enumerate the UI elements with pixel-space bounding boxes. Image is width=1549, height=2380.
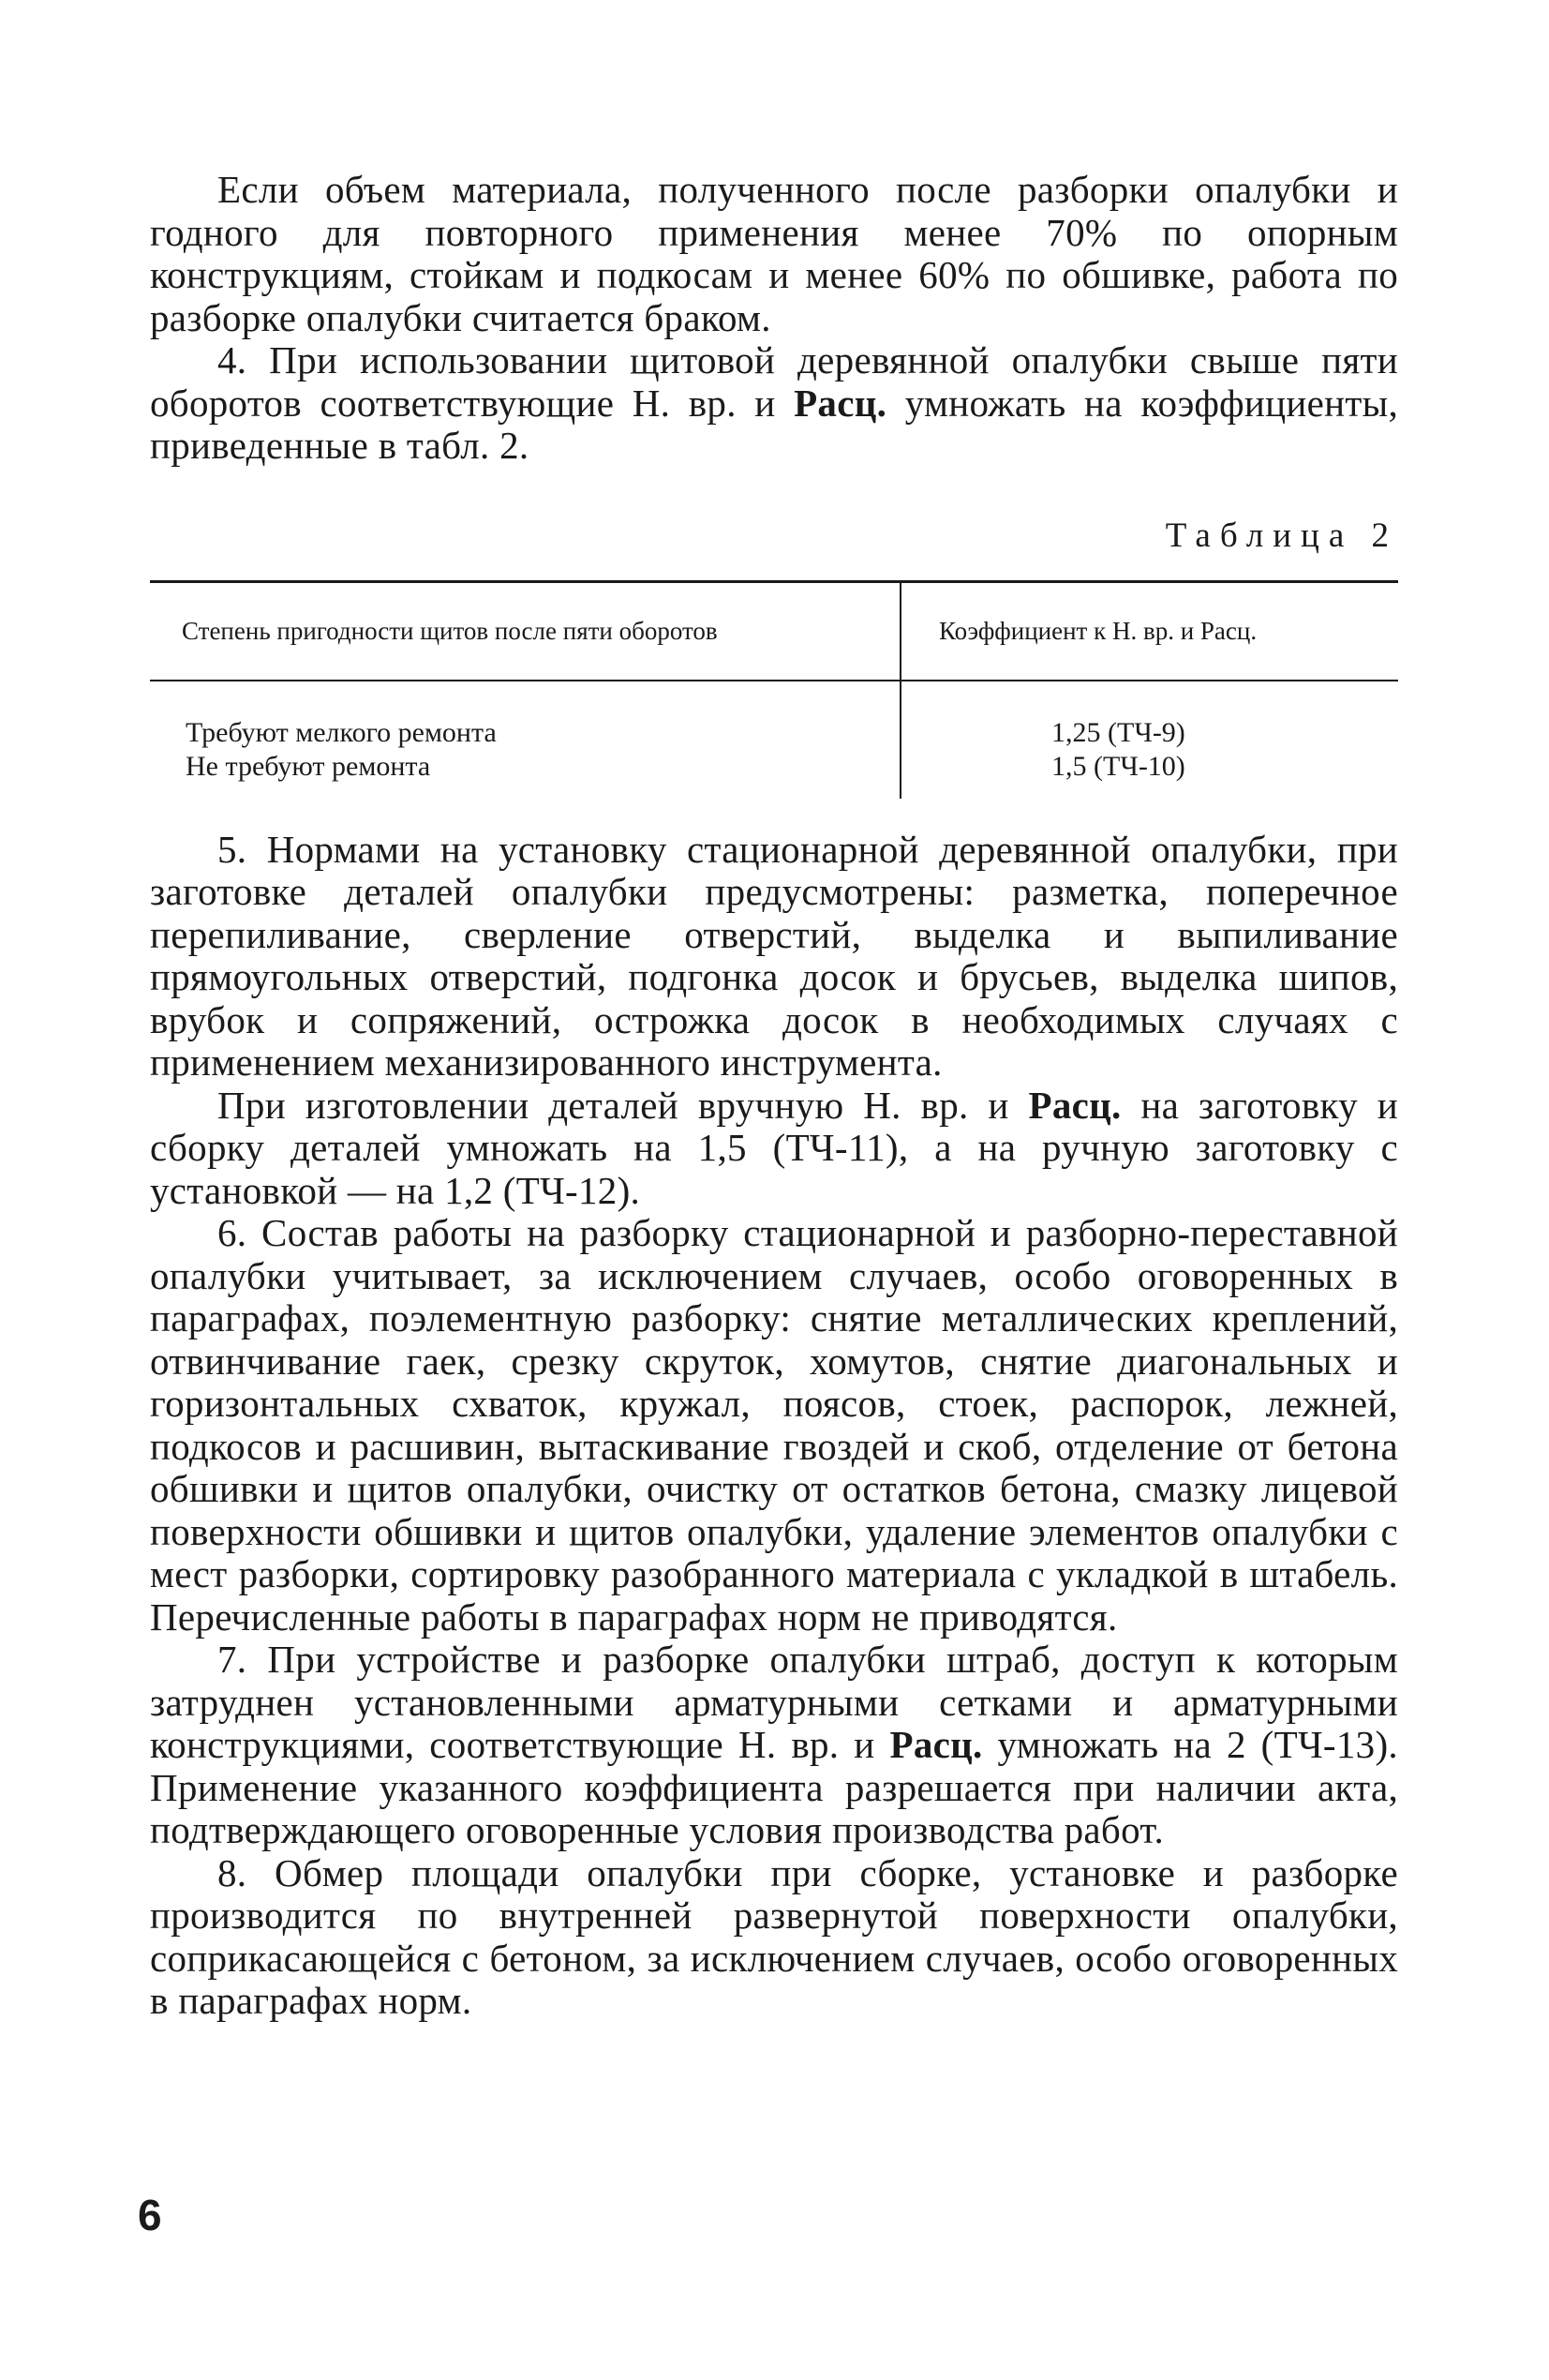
table-header-condition: Степень пригодности щитов после пяти оборотов: [182, 616, 718, 645]
text-run: умножать на коэффициенты, приведенные в табл. 2.: [150, 381, 1398, 467]
text-run: 4. При использовании щитовой деревянной опалубки свыше пяти оборотов соответствующие Н. вр. и: [150, 338, 1398, 425]
table-column-divider: [900, 580, 901, 799]
paragraph: [150, 339, 1398, 468]
paragraph: [150, 829, 1398, 1085]
table-cell: 1,5 (ТЧ-10): [1051, 750, 1185, 782]
text-run: 7. При устройстве и разборке опалубки штраб, доступ к которым затруднен установленными арматурными сетками и арматурными конструкциями, соответствующие Н. вр. и: [150, 1638, 1398, 1766]
text-run: 6. Состав работы на разборку стационарной и разборно-переставной опалубки учитывает, за исключением случаев, особо оговоренных в параграфах, поэлементную разборку: снятие металлических креплений, отвинчивание гаек, срезку скруток, хомутов, снятие диагональных и горизонтальных схваток, кружал, поясов, стоек, распорок, лежней, подкосов и расшивин, вытаскивание гвоздей и скоб, отделение от бетона обшивки и щитов опалубки, очистку от остатков бетона, смазку лицевой поверхности обшивки и щитов опалубки, удаление элементов опалубки с мест разборки, сортировку разобранного материала с укладкой в штабель. Перечисленные работы в параграфах норм не приводятся.: [150, 1211, 1398, 1639]
text-run: При изготовлении деталей вручную Н. вр. и: [217, 1083, 1029, 1127]
text-run: 5. Нормами на установку стационарной деревянной опалубки, при заготовке деталей опалубки предусмотрены: разметка, поперечное перепиливание, сверление отверстий, выделка и выпиливание прямоугольных отверстий, подгонка досок и брусьев, выделка шипов, врубок и сопряжений, острожка досок в необходимых случаях с применением механизированного инструмента.: [150, 827, 1398, 1084]
table-cell: Не требуют ремонта: [186, 750, 431, 782]
page-body: [150, 169, 1398, 2023]
coefficients-table: [150, 580, 1398, 799]
text-block-after-table: [150, 829, 1398, 2023]
table-header-coefficient: Коэффициент к Н. вр. и Расц.: [939, 616, 1258, 645]
bold-term: Расц.: [794, 381, 887, 425]
text-run: Если объем материала, полученного после разборки опалубки и годного для повторного применения менее 70% по опорным конструкциям, стойкам и подкосам и менее 60% по обшивке, работа по разборке опалубки считается браком.: [150, 168, 1398, 339]
paragraph: [150, 1212, 1398, 1639]
table-top-rule: [150, 580, 1398, 583]
table-header-rule: [150, 680, 1398, 681]
bold-term: Расц.: [1028, 1083, 1122, 1127]
text-run: на заготовку и сборку деталей умножать на 1,5 (ТЧ-11), а на ручную заготовку с установкой — на 1,2 (ТЧ-12).: [150, 1083, 1398, 1212]
page-number: 6: [138, 2191, 162, 2239]
bold-term: Расц.: [889, 1723, 983, 1766]
paragraph: [150, 169, 1398, 339]
paragraph: [150, 1639, 1398, 1852]
table-cell: 1,25 (ТЧ-9): [1051, 716, 1185, 748]
paragraph: [150, 1852, 1398, 2023]
table-cell: Требуют мелкого ремонта: [186, 716, 497, 748]
text-run: умножать на 2 (ТЧ-13). Применение указанного коэффициента разрешается при наличии акта, подтверждающего оговоренные условия производства работ.: [150, 1723, 1398, 1851]
table-title: Таблица 2: [1165, 516, 1398, 555]
text-run: 8. Обмер площади опалубки при сборке, установке и разборке производится по внутренней развернутой поверхности опалубки, соприкасающейся с бетоном, за исключением случаев, особо оговоренных в параграфах норм.: [150, 1850, 1398, 2022]
paragraph: [150, 1085, 1398, 1213]
text-block-before-table: [150, 169, 1398, 468]
